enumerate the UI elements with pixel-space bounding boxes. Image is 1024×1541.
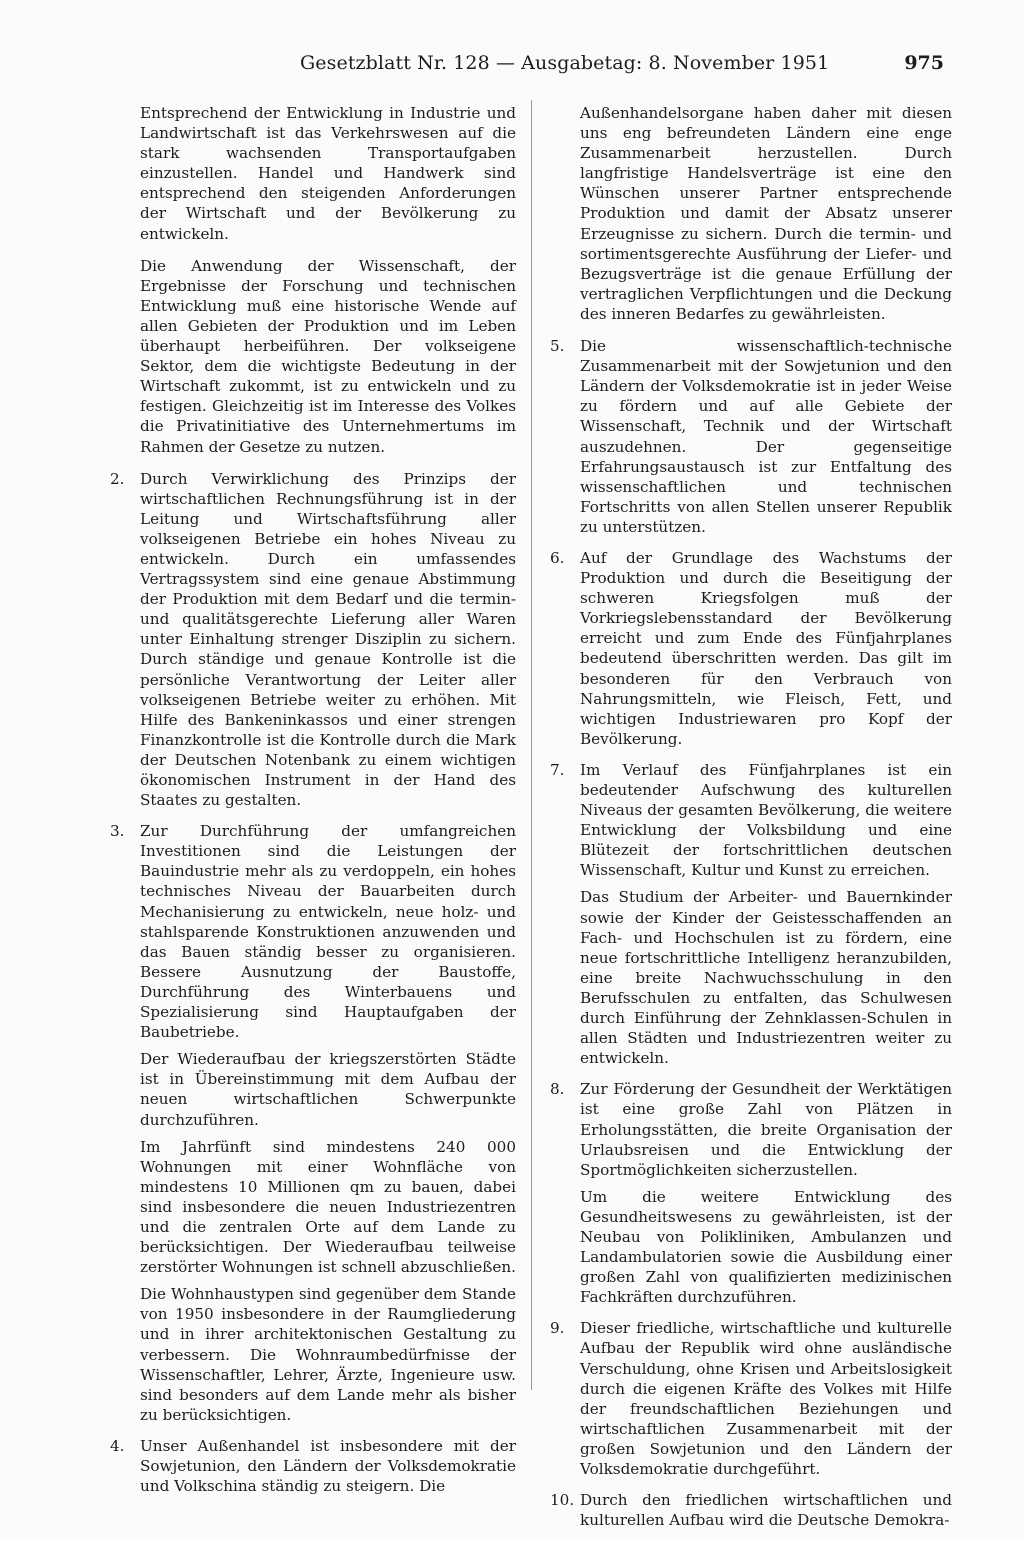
item-number: 10. bbox=[550, 1491, 575, 1510]
list-item-10 bbox=[548, 1490, 952, 1530]
item-paragraph: Die Wohnhaustypen sind gegenüber dem Stande von 1950 insbesondere in der Raumgliederung und in ihrer architektonischen Gestaltung zu verbessern. Die Wohnraumbedürfnisse der Wissenschaftler, Lehrer, Ärzte, Ingenieure usw. sind besonders auf dem Lande mehr als bisher zu berücksichtigen. bbox=[140, 1285, 516, 1424]
list-item-6 bbox=[548, 548, 952, 749]
right-column bbox=[548, 103, 952, 1541]
item-number: 8. bbox=[550, 1080, 565, 1099]
list-item-3 bbox=[108, 821, 516, 1425]
page-number: 975 bbox=[904, 52, 944, 74]
item-paragraph: Dieser friedliche, wirtschaftliche und kulturelle Aufbau der Republik wird ohne ausländische Verschuldung, ohne Krisen und Arbeitslosigkeit durch die eigenen Kräfte des Volkes mit Hilfe der freundschaftlichen Beziehungen und wirtschaftlichen Zusammenarbeit mit der großen Sowjetunion und den Ländern der Volksdemokratie durchgeführt. bbox=[580, 1319, 952, 1478]
list-item-7 bbox=[548, 760, 952, 1068]
list-item-5 bbox=[548, 336, 952, 537]
item-paragraph: Der Wiederaufbau der kriegszerstörten Städte ist in Übereinstimmung mit dem Aufbau der neuen wirtschaftlichen Schwerpunkte durchzuführen. bbox=[140, 1050, 516, 1129]
left-column bbox=[108, 103, 516, 1507]
item-paragraph: Unser Außenhandel ist insbesondere mit der Sowjetunion, den Ländern der Volksdemokratie und Volkschina ständig zu steigern. Die bbox=[140, 1436, 516, 1496]
continuation-paragraph: Die Anwendung der Wissenschaft, der Ergebnisse der Forschung und technischen Entwicklung muß eine historische Wende auf allen Gebieten der Produktion und im Leben überhaupt herbeiführen. Der volkseigene Sektor, dem die wichtigste Bedeutung in der Wirtschaft zukommt, ist zu entwickeln und zu festigen. Gleichzeitig ist im Interesse des Volkes die Privatinitiative des Unternehmertums im Rahmen der Gesetze zu nutzen. bbox=[140, 256, 516, 456]
item-paragraph: Durch Verwirklichung des Prinzips der wirtschaftlichen Rechnungsführung ist in der Leitung und Wirtschaftsführung aller volkseigenen Betriebe ein hohes Niveau zu entwickeln. Durch ein umfassendes Vertragssystem sind eine genaue Abstimmung der Produktion mit dem Bedarf und die termin- und qualitätsgerechte Lieferung aller Waren unter Einhaltung strenger Disziplin zu sichern. Durch ständige und genaue Kontrolle ist die persönliche Verantwortung der Leiter aller volkseigenen Betriebe weiter zu erhöhen. Mit Hilfe des Bankeninkassos und einer strengen Finanzkontrolle ist die Kontrolle durch die Mark der Deutschen Notenbank zu einem wichtigen ökonomischen Instrument in der Hand des Staates zu gestalten. bbox=[140, 469, 516, 810]
header-title: Gesetzblatt Nr. 128 — Ausgabetag: 8. November 1951 bbox=[300, 52, 830, 74]
item-paragraph: Die wissenschaftlich-technische Zusammenarbeit mit der Sowjetunion und den Ländern der Volksdemokratie ist in jeder Weise zu fördern und auf alle Gebiete der Wissenschaft, Technik und der Wirtschaft auszudehnen. Der gegenseitige Erfahrungsaustausch ist zur Entfaltung des wissenschaftlichen und technischen Fortschritts von allen Stellen unserer Republik zu unterstützen. bbox=[580, 337, 952, 536]
item-number: 9. bbox=[550, 1319, 565, 1338]
continuation-paragraph: Entsprechend der Entwicklung in Industrie und Landwirtschaft ist das Verkehrswesen auf die stark wachsenden Transportaufgaben einzustellen. Handel und Handwerk sind entsprechend den steigenden Anforderungen der Wirtschaft und der Bevölkerung zu entwickeln. bbox=[140, 104, 516, 243]
item-number: 7. bbox=[550, 760, 565, 779]
item-number: 6. bbox=[550, 548, 565, 567]
item-paragraph: Um die weitere Entwicklung des Gesundheitswesens zu gewährleisten, ist der Neubau von Polikliniken, Ambulanzen und Landambulatorien sowie die Ausbildung einer großen Zahl von qualifizierten medizinischen Fachkräften durchzuführen. bbox=[580, 1187, 952, 1307]
item-paragraph: Durch den friedlichen wirtschaftlichen und kulturellen Aufbau wird die Deutsche Demokra- bbox=[580, 1491, 952, 1530]
item-number: 5. bbox=[550, 337, 565, 356]
page-header bbox=[140, 52, 964, 82]
list-item-8 bbox=[548, 1079, 952, 1307]
item-number: 2. bbox=[110, 469, 125, 488]
list-item-4 bbox=[108, 1436, 516, 1496]
item-paragraph: Das Studium der Arbeiter- und Bauernkinder sowie der Kinder der Geistesschaffenden an Fach- und Hochschulen ist zu fördern, eine neue fortschrittliche Intelligenz heranzubilden, eine breite Nachwuchsschulung in den Berufsschulen zu entfalten, das Schulwesen durch Einführung der Zehnklassen-Schulen in allen Städten und Industriezentren weiter zu entwickeln. bbox=[580, 888, 952, 1068]
column-divider bbox=[531, 100, 532, 1390]
continuation-paragraph: Außenhandelsorgane haben daher mit diesen uns eng befreundeten Ländern eine enge Zusammenarbeit herzustellen. Durch langfristige Handelsverträge ist eine den Wünschen unserer Partner entsprechende Produktion und damit der Absatz unserer Erzeugnisse zu sichern. Durch die termin- und sortimentsgerechte Ausführung der Liefer- und Bezugsverträge ist die genaue Erfüllung der vertraglichen Verpflichtungen und die Deckung des inneren Bedarfes zu gewährleisten. bbox=[580, 104, 952, 323]
item-paragraph: Auf der Grundlage des Wachstums der Produktion und durch die Beseitigung der schweren Kriegsfolgen muß der Vorkriegslebensstandard der Bevölkerung erreicht und zum Ende des Fünfjahrplanes bedeutend überschritten werden. Das gilt im besonderen für den Verbrauch von Nahrungsmitteln, wie Fleisch, Fett, und wichtigen Industriewaren pro Kopf der Bevölkerung. bbox=[580, 548, 952, 748]
item-paragraph: Im Jahrfünft sind mindestens 240 000 Wohnungen mit einer Wohnfläche von mindestens 10 Millionen qm zu bauen, dabei sind insbesondere die neuen Industriezentren und die zentralen Orte auf dem Lande zu berücksichtigen. Der Wiederaufbau teilweise zerstörter Wohnungen ist schnell abzuschließen. bbox=[140, 1137, 516, 1277]
item-paragraph: Zur Durchführung der umfangreichen Investitionen sind die Leistungen der Bauindustrie mehr als zu verdoppeln, ein hohes technisches Niveau der Bauarbeiten durch Mechanisierung zu entwickeln, neue holz- und stahlsparende Konstruktionen anzuwenden und das Bauen ständig besser zu organisieren. Bessere Ausnutzung der Baustoffe, Durchführung des Winterbauens und Spezialisierung sind Hauptaufgaben der Baubetriebe. bbox=[140, 822, 516, 1042]
list-item-9 bbox=[548, 1318, 952, 1479]
item-paragraph: Zur Förderung der Gesundheit der Werktätigen ist eine große Zahl von Plätzen in Erholungsstätten, die breite Organisation der Urlaubsreisen und die Entwicklung der Sportmöglichkeiten sicherzustellen. bbox=[580, 1080, 952, 1179]
item-paragraph: Im Verlauf des Fünfjahrplanes ist ein bedeutender Aufschwung des kulturellen Niveaus der gesamten Bevölkerung, die weitere Entwicklung der Volksbildung und eine Blütezeit der fortschrittlichen deutschen Wissenschaft, Kultur und Kunst zu erreichen. bbox=[580, 760, 952, 880]
item-number: 3. bbox=[110, 822, 125, 841]
item-number: 4. bbox=[110, 1436, 125, 1455]
list-item-2 bbox=[108, 469, 516, 811]
